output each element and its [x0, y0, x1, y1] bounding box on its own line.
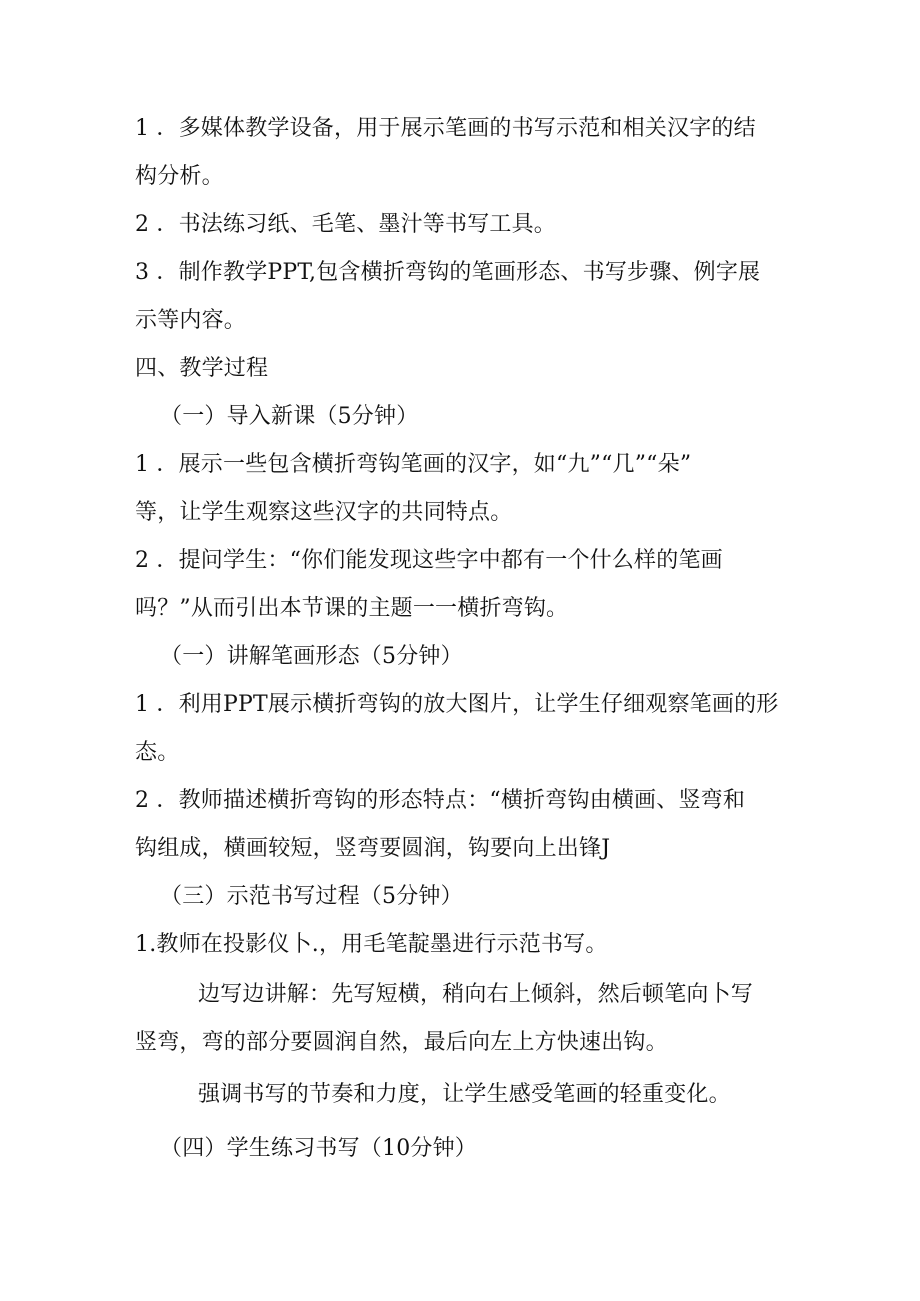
subsection-heading: （一）导入新课（5分钟） — [160, 404, 419, 429]
text-line: 2 ．书法练习纸、毛笔、墨汁等书写工具。 — [135, 212, 556, 237]
text-line: 态。 — [135, 740, 180, 765]
section-heading: 四、教学过程 — [135, 356, 269, 381]
text-line: 2 ．教师描述横折弯钩的形态特点：“横折弯钩由横画、竖弯和 — [135, 788, 746, 813]
subsection-heading: （四）学生练习书写（10分钟） — [160, 1136, 477, 1161]
text-line: 1 ．展示一些包含横折弯钩笔画的汉字，如“九”“几”“朵” — [135, 452, 692, 477]
text-line: 示等内容。 — [135, 308, 247, 333]
text-line: 1.教师在投影仪卜.，用毛笔靛墨进行示范书写。 — [135, 932, 608, 957]
text-line: 构分析。 — [135, 164, 224, 189]
text-line: 钩组成，横画较短，竖弯要圆润，钩要向上出锋J — [135, 836, 611, 861]
text-line: 竖弯，弯的部分要圆润自然，最后向左上方快速出钩。 — [135, 1030, 668, 1055]
subsection-heading: （一）讲解笔画形态（5分钟） — [160, 644, 463, 669]
text-line: 吗？”从而引出本节课的主题一一横折弯钩。 — [135, 596, 569, 621]
subsection-heading: （三）示范书写过程（5分钟） — [160, 884, 463, 909]
text-line: 等，让学生观察这些汉字的共同特点。 — [135, 500, 513, 525]
text-line: 边写边讲解：先写短横，稍向右上倾斜，然后顿笔向卜写 — [198, 982, 754, 1007]
text-line: 3 ．制作教学PPT,包含横折弯钩的笔画形态、书写步骤、例字展 — [135, 260, 761, 285]
text-line: 强调书写的节奏和力度，让学生感受笔画的轻重变化。 — [198, 1082, 731, 1107]
text-line: 1 ．多媒体教学设备，用于展示笔画的书写示范和相关汉字的结 — [135, 116, 756, 141]
text-line: 1 ．利用PPT展示横折弯钩的放大图片，让学生仔细观察笔画的形 — [135, 692, 779, 717]
text-line: 2 ．提问学生：“你们能发现这些字中都有一个什么样的笔画 — [135, 548, 723, 573]
